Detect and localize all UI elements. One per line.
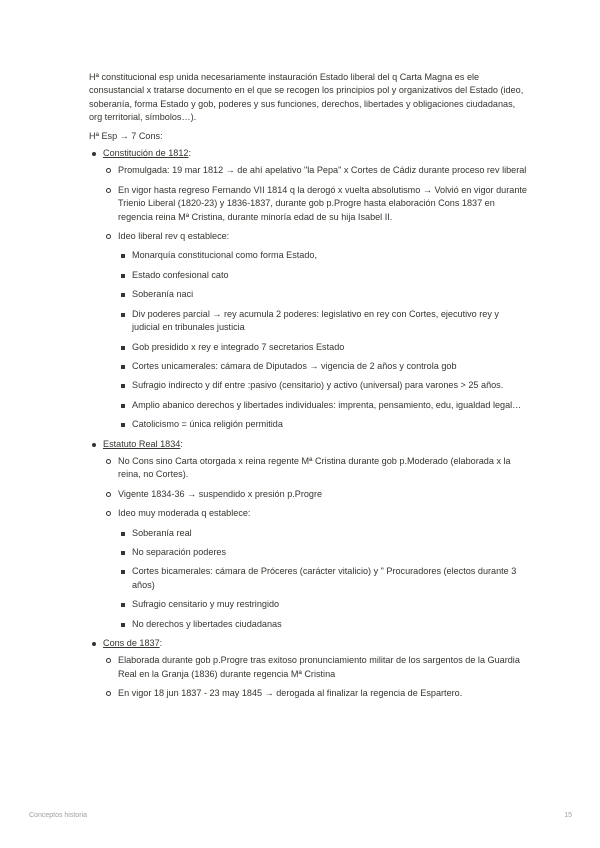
list-item: Soberanía naci [118,288,529,301]
list-item: Amplio abanico derechos y libertades individuales: imprenta, pensamiento, edu, igualdad legal… [118,399,529,412]
section-title: Constitución de 1812 [103,148,189,159]
list-item: Vigente 1834-36 → suspendido x presión p.Progre [103,488,529,501]
section-title: Estatuto Real 1834 [103,438,181,449]
intro-paragraph: Hª constitucional esp unida necesariamente instauración Estado liberal del q Carta Magna es ele consustancial x tratarse documento en el que se recogen los principios pol y organizativos del Estado (ideo, soberanía, forma Estado y gob, poderes y sus funciones, derechos, libertades y obligaciones ciudadanas, org territorial, símbolos…). [89,72,524,123]
page-number: 15 [564,812,572,819]
list-item: No derechos y libertades ciudadanas [118,618,529,631]
list-item: Sufragio indirecto y dif entre :pasivo (censitario) y activo (universal) para varones > 25 años. [118,379,529,392]
list-item: Estado confesional cato [118,269,529,282]
list-item: Promulgada: 19 mar 1812 → de ahí apelativo "la Pepa" x Cortes de Cádiz durante proceso rev liberal [103,164,529,177]
list-item: Cortes bicamerales: cámara de Próceres (carácter vitalicio) y " Procuradores (electos durante 3 años) [118,565,529,592]
ideo-label: Ideo muy moderada q establece: [118,508,251,519]
list-item: En vigor 18 jun 1837 - 23 may 1845 → derogada al finalizar la regencia de Espartero. [103,687,529,700]
list-item: No Cons sino Carta otorgada x reina regente Mª Cristina durante gob p.Moderado (elaborada x la reina, no Cortes). [103,455,529,482]
constitutions-list [89,147,529,701]
document-body [89,71,529,707]
section-title: Cons de 1837 [103,638,160,648]
list-item: Monarquía constitucional como forma Estado, [118,249,529,262]
list-item: Elaborada durante gob p.Progre tras exitoso pronunciamiento militar de los sargentos de la Guardia Real en la Granja (1836) durante regencia Mª Cristina [103,654,529,681]
list-item: Sufragio censitario y muy restringido [118,598,529,611]
list-item: Gob presidido x rey e integrado 7 secretarios Estado [118,341,529,354]
ideo-label: Ideo liberal rev q establece: [118,231,230,242]
list-item [103,230,529,431]
footer-title: Conceptos historia [29,812,87,819]
section-estatuto-1834: Estatuto Real 1834: No Cons sino Carta otorgada x reina regente Mª Cristina durante gob p.Moderado (elaborada x la reina, no Cortes). Vigente 1834-36 → suspendido x presión p.Progre Ideo muy moderada q establece: Soberanía real No separación poderes Cortes bicamerales: cámara de Próceres (carácter vitalicio) y " Procuradores (electos durante 3 años) Sufragio censitario y muy restringido No derechos y libertades ciudadanas [89,438,529,631]
list-item: Div poderes parcial → rey acumula 2 poderes: legislativo en rey con Cortes, ejecutivo rey y judicial en tribunales justicia [118,308,529,335]
list-item: Soberanía real [118,527,529,540]
list-item: Cortes unicamerales: cámara de Diputados → vigencia de 2 años y controla gob [118,360,529,373]
list-item: No separación poderes [118,546,529,559]
constitutions-heading: Hª Esp → 7 Cons: [89,130,163,141]
list-item [103,507,529,631]
list-item: En vigor hasta regreso Fernando VII 1814 q la derogó x vuelta absolutismo → Volvió en vigor durante Trienio Liberal (1820-23) y 1836-1837, durante gob p.Progre hasta elaboración Cons 1837 en regencia reina Mª Cristina, durante minoría edad de su hija Isabel II. [103,184,529,224]
section-1837: Cons de 1837: Elaborada durante gob p.Progre tras exitoso pronunciamiento militar de los sargentos de la Guardia Real en la Granja (1836) durante regencia Mª Cristina En vigor 18 jun 1837 - 23 may 1845 → derogada al finalizar la regencia de Espartero. [89,637,529,701]
list-item: Catolicismo = única religión permitida [118,418,529,431]
section-1812: Constitución de 1812: Promulgada: 19 mar 1812 → de ahí apelativo "la Pepa" x Cortes de Cádiz durante proceso rev liberal En vigor hasta regreso Fernando VII 1814 q la derogó x vuelta absolutismo → Volvió en vigor durante Trienio Liberal (1820-23) y 1836-1837, durante gob p.Progre hasta elaboración Cons 1837 en regencia reina Mª Cristina, durante minoría edad de su hija Isabel II. Ideo liberal rev q establece: Monarquía constitucional como forma Estado, Estado confesional cato Soberanía naci Div poderes parcial → rey acumula 2 poderes: legislativo en rey con Cortes, ejecutivo rey y judicial en tribunales justicia Gob presidido x rey e integrado 7 secretarios Estado Cortes unicamerales: cámara de Diputados → vigencia de 2 años y controla gob Sufragio indirecto y dif entre :pasivo (censitario) y activo (universal) para varones > 25 años. Amplio abanico derechos y libertades individuales: imprenta, pensamiento, edu, igualdad legal… Catolicismo = única religión permitida [89,147,529,432]
